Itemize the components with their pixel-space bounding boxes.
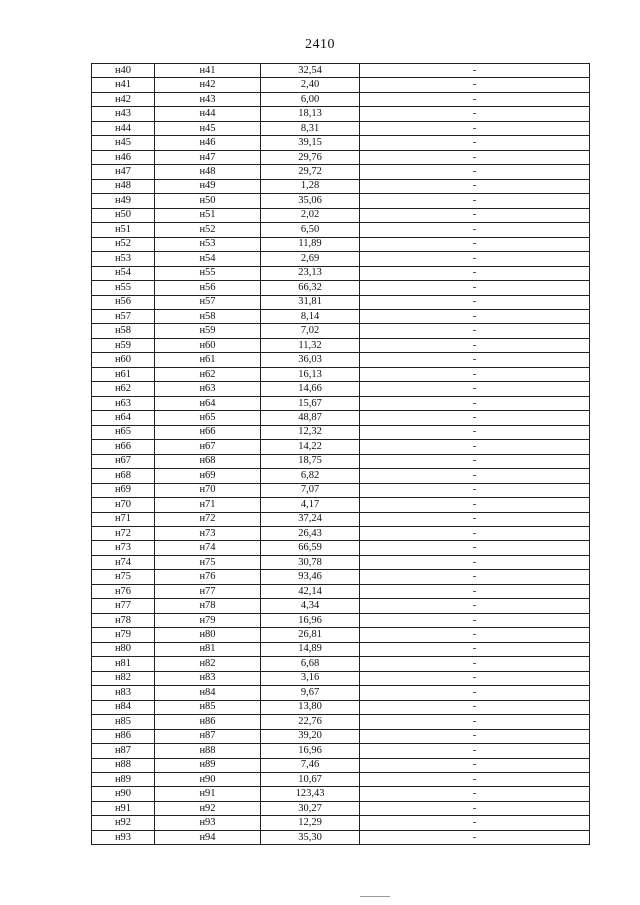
table-row — [92, 252, 590, 266]
length-cell: 4,34 — [261, 599, 360, 613]
length-cell: 32,54 — [261, 64, 360, 78]
table-row — [92, 801, 590, 815]
point-to-cell: н72 — [155, 512, 261, 526]
point-from-cell: н91 — [92, 801, 155, 815]
note-cell: - — [360, 223, 590, 237]
length-cell: 11,32 — [261, 338, 360, 352]
point-from-cell: н49 — [92, 194, 155, 208]
note-cell: - — [360, 570, 590, 584]
table-row — [92, 469, 590, 483]
table-row — [92, 555, 590, 569]
point-from-cell: н75 — [92, 570, 155, 584]
point-to-cell: н90 — [155, 772, 261, 786]
note-cell: - — [360, 642, 590, 656]
point-to-cell: н91 — [155, 787, 261, 801]
table-row — [92, 281, 590, 295]
note-cell: - — [360, 816, 590, 830]
point-from-cell: н70 — [92, 498, 155, 512]
length-cell: 39,20 — [261, 729, 360, 743]
point-from-cell: н76 — [92, 584, 155, 598]
note-cell: - — [360, 599, 590, 613]
note-cell: - — [360, 136, 590, 150]
table-row — [92, 440, 590, 454]
point-from-cell: н48 — [92, 179, 155, 193]
point-from-cell: н78 — [92, 613, 155, 627]
point-to-cell: н47 — [155, 150, 261, 164]
table-row — [92, 121, 590, 135]
note-cell: - — [360, 440, 590, 454]
point-to-cell: н51 — [155, 208, 261, 222]
length-cell: 10,67 — [261, 772, 360, 786]
length-cell: 1,28 — [261, 179, 360, 193]
table-row — [92, 498, 590, 512]
point-to-cell: н65 — [155, 411, 261, 425]
length-cell: 66,59 — [261, 541, 360, 555]
note-cell: - — [360, 266, 590, 280]
note-cell: - — [360, 64, 590, 78]
point-to-cell: н48 — [155, 165, 261, 179]
point-from-cell: н81 — [92, 657, 155, 671]
point-from-cell: н45 — [92, 136, 155, 150]
table-row — [92, 223, 590, 237]
length-cell: 93,46 — [261, 570, 360, 584]
note-cell: - — [360, 715, 590, 729]
table-row — [92, 396, 590, 410]
point-from-cell: н83 — [92, 686, 155, 700]
point-from-cell: н61 — [92, 367, 155, 381]
table-row — [92, 527, 590, 541]
point-from-cell: н73 — [92, 541, 155, 555]
length-cell: 6,00 — [261, 92, 360, 106]
point-from-cell: н92 — [92, 816, 155, 830]
point-from-cell: н65 — [92, 425, 155, 439]
point-to-cell: н52 — [155, 223, 261, 237]
point-from-cell: н85 — [92, 715, 155, 729]
point-from-cell: н54 — [92, 266, 155, 280]
length-cell: 7,07 — [261, 483, 360, 497]
length-cell: 66,32 — [261, 281, 360, 295]
point-to-cell: н63 — [155, 382, 261, 396]
note-cell: - — [360, 555, 590, 569]
point-from-cell: н63 — [92, 396, 155, 410]
length-cell: 30,27 — [261, 801, 360, 815]
note-cell: - — [360, 367, 590, 381]
note-cell: - — [360, 700, 590, 714]
point-from-cell: н88 — [92, 758, 155, 772]
table-row — [92, 584, 590, 598]
point-to-cell: н58 — [155, 309, 261, 323]
point-to-cell: н69 — [155, 469, 261, 483]
point-from-cell: н82 — [92, 671, 155, 685]
point-from-cell: н50 — [92, 208, 155, 222]
point-to-cell: н67 — [155, 440, 261, 454]
length-cell: 48,87 — [261, 411, 360, 425]
point-from-cell: н74 — [92, 555, 155, 569]
note-cell: - — [360, 671, 590, 685]
table-row — [92, 512, 590, 526]
scan-mark — [360, 896, 390, 897]
length-cell: 7,02 — [261, 324, 360, 338]
page-number: 2410 — [305, 37, 335, 52]
length-cell: 31,81 — [261, 295, 360, 309]
note-cell: - — [360, 295, 590, 309]
point-to-cell: н79 — [155, 613, 261, 627]
table-row — [92, 266, 590, 280]
note-cell: - — [360, 281, 590, 295]
length-cell: 2,02 — [261, 208, 360, 222]
table-row — [92, 179, 590, 193]
length-cell: 12,29 — [261, 816, 360, 830]
note-cell: - — [360, 411, 590, 425]
note-cell: - — [360, 179, 590, 193]
table-row — [92, 165, 590, 179]
length-cell: 18,13 — [261, 107, 360, 121]
point-from-cell: н51 — [92, 223, 155, 237]
point-to-cell: н68 — [155, 454, 261, 468]
note-cell: - — [360, 512, 590, 526]
note-cell: - — [360, 338, 590, 352]
point-from-cell: н84 — [92, 700, 155, 714]
table-row — [92, 657, 590, 671]
point-from-cell: н59 — [92, 338, 155, 352]
note-cell: - — [360, 657, 590, 671]
note-cell: - — [360, 425, 590, 439]
table-row — [92, 353, 590, 367]
table-body — [92, 64, 590, 845]
table-row — [92, 483, 590, 497]
point-from-cell: н57 — [92, 309, 155, 323]
length-cell: 35,30 — [261, 830, 360, 844]
length-cell: 22,76 — [261, 715, 360, 729]
table-row — [92, 715, 590, 729]
point-from-cell: н66 — [92, 440, 155, 454]
note-cell: - — [360, 92, 590, 106]
point-to-cell: н78 — [155, 599, 261, 613]
point-to-cell: н85 — [155, 700, 261, 714]
table-row — [92, 772, 590, 786]
note-cell: - — [360, 686, 590, 700]
note-cell: - — [360, 107, 590, 121]
point-from-cell: н79 — [92, 628, 155, 642]
point-to-cell: н93 — [155, 816, 261, 830]
length-cell: 18,75 — [261, 454, 360, 468]
note-cell: - — [360, 469, 590, 483]
note-cell: - — [360, 396, 590, 410]
point-from-cell: н47 — [92, 165, 155, 179]
point-from-cell: н46 — [92, 150, 155, 164]
table-row — [92, 382, 590, 396]
note-cell: - — [360, 498, 590, 512]
point-to-cell: н49 — [155, 179, 261, 193]
point-from-cell: н62 — [92, 382, 155, 396]
length-cell: 16,13 — [261, 367, 360, 381]
point-from-cell: н86 — [92, 729, 155, 743]
length-cell: 13,80 — [261, 700, 360, 714]
table-row — [92, 208, 590, 222]
table-row — [92, 92, 590, 106]
point-from-cell: н93 — [92, 830, 155, 844]
length-cell: 42,14 — [261, 584, 360, 598]
length-cell: 29,72 — [261, 165, 360, 179]
table-row — [92, 816, 590, 830]
point-from-cell: н55 — [92, 281, 155, 295]
table-row — [92, 136, 590, 150]
note-cell: - — [360, 121, 590, 135]
length-cell: 2,69 — [261, 252, 360, 266]
point-to-cell: н83 — [155, 671, 261, 685]
point-from-cell: н80 — [92, 642, 155, 656]
point-from-cell: н56 — [92, 295, 155, 309]
point-to-cell: н84 — [155, 686, 261, 700]
point-to-cell: н43 — [155, 92, 261, 106]
point-from-cell: н42 — [92, 92, 155, 106]
table-row — [92, 454, 590, 468]
note-cell: - — [360, 309, 590, 323]
point-from-cell: н58 — [92, 324, 155, 338]
note-cell: - — [360, 628, 590, 642]
note-cell: - — [360, 454, 590, 468]
note-cell: - — [360, 584, 590, 598]
table-row — [92, 425, 590, 439]
length-cell: 16,96 — [261, 744, 360, 758]
length-cell: 36,03 — [261, 353, 360, 367]
note-cell: - — [360, 527, 590, 541]
point-from-cell: н67 — [92, 454, 155, 468]
point-to-cell: н74 — [155, 541, 261, 555]
length-cell: 8,31 — [261, 121, 360, 135]
point-from-cell: н72 — [92, 527, 155, 541]
length-cell: 14,22 — [261, 440, 360, 454]
point-to-cell: н46 — [155, 136, 261, 150]
point-to-cell: н53 — [155, 237, 261, 251]
length-cell: 123,43 — [261, 787, 360, 801]
table-row — [92, 150, 590, 164]
point-to-cell: н73 — [155, 527, 261, 541]
length-cell: 35,06 — [261, 194, 360, 208]
point-to-cell: н87 — [155, 729, 261, 743]
point-to-cell: н62 — [155, 367, 261, 381]
table-row — [92, 295, 590, 309]
length-cell: 11,89 — [261, 237, 360, 251]
table-row — [92, 367, 590, 381]
table-row — [92, 64, 590, 78]
note-cell: - — [360, 382, 590, 396]
note-cell: - — [360, 252, 590, 266]
point-to-cell: н57 — [155, 295, 261, 309]
point-from-cell: н71 — [92, 512, 155, 526]
length-cell: 7,46 — [261, 758, 360, 772]
note-cell: - — [360, 541, 590, 555]
length-cell: 16,96 — [261, 613, 360, 627]
length-cell: 3,16 — [261, 671, 360, 685]
note-cell: - — [360, 194, 590, 208]
length-cell: 37,24 — [261, 512, 360, 526]
note-cell: - — [360, 744, 590, 758]
length-cell: 15,67 — [261, 396, 360, 410]
point-to-cell: н70 — [155, 483, 261, 497]
point-from-cell: н77 — [92, 599, 155, 613]
point-to-cell: н44 — [155, 107, 261, 121]
table-row — [92, 613, 590, 627]
length-cell: 6,82 — [261, 469, 360, 483]
table-row — [92, 599, 590, 613]
note-cell: - — [360, 772, 590, 786]
point-to-cell: н76 — [155, 570, 261, 584]
point-from-cell: н52 — [92, 237, 155, 251]
point-to-cell: н59 — [155, 324, 261, 338]
point-from-cell: н69 — [92, 483, 155, 497]
note-cell: - — [360, 78, 590, 92]
point-to-cell: н66 — [155, 425, 261, 439]
point-to-cell: н56 — [155, 281, 261, 295]
table-row — [92, 686, 590, 700]
length-cell: 6,68 — [261, 657, 360, 671]
length-cell: 6,50 — [261, 223, 360, 237]
table-row — [92, 671, 590, 685]
table-row — [92, 642, 590, 656]
point-to-cell: н88 — [155, 744, 261, 758]
note-cell: - — [360, 830, 590, 844]
table-row — [92, 107, 590, 121]
length-cell: 26,43 — [261, 527, 360, 541]
point-to-cell: н61 — [155, 353, 261, 367]
point-to-cell: н50 — [155, 194, 261, 208]
length-cell: 39,15 — [261, 136, 360, 150]
point-to-cell: н75 — [155, 555, 261, 569]
point-to-cell: н80 — [155, 628, 261, 642]
point-from-cell: н43 — [92, 107, 155, 121]
table-row — [92, 830, 590, 844]
length-cell: 23,13 — [261, 266, 360, 280]
point-to-cell: н94 — [155, 830, 261, 844]
point-from-cell: н53 — [92, 252, 155, 266]
length-cell: 9,67 — [261, 686, 360, 700]
point-to-cell: н45 — [155, 121, 261, 135]
table-row — [92, 744, 590, 758]
note-cell: - — [360, 353, 590, 367]
length-cell: 29,76 — [261, 150, 360, 164]
point-to-cell: н82 — [155, 657, 261, 671]
table-row — [92, 309, 590, 323]
table-row — [92, 411, 590, 425]
table-row — [92, 729, 590, 743]
length-cell: 8,14 — [261, 309, 360, 323]
point-to-cell: н86 — [155, 715, 261, 729]
length-cell: 4,17 — [261, 498, 360, 512]
table-row — [92, 541, 590, 555]
point-to-cell: н54 — [155, 252, 261, 266]
point-to-cell: н41 — [155, 64, 261, 78]
point-from-cell: н44 — [92, 121, 155, 135]
note-cell: - — [360, 165, 590, 179]
point-to-cell: н55 — [155, 266, 261, 280]
table-row — [92, 700, 590, 714]
note-cell: - — [360, 801, 590, 815]
point-to-cell: н81 — [155, 642, 261, 656]
note-cell: - — [360, 787, 590, 801]
table-row — [92, 194, 590, 208]
note-cell: - — [360, 758, 590, 772]
point-to-cell: н77 — [155, 584, 261, 598]
length-cell: 26,81 — [261, 628, 360, 642]
length-cell: 30,78 — [261, 555, 360, 569]
length-cell: 14,66 — [261, 382, 360, 396]
table-row — [92, 324, 590, 338]
table-row — [92, 570, 590, 584]
length-cell: 14,89 — [261, 642, 360, 656]
table-row — [92, 338, 590, 352]
point-to-cell: н42 — [155, 78, 261, 92]
note-cell: - — [360, 208, 590, 222]
point-from-cell: н60 — [92, 353, 155, 367]
point-to-cell: н92 — [155, 801, 261, 815]
table-row — [92, 758, 590, 772]
note-cell: - — [360, 237, 590, 251]
point-from-cell: н87 — [92, 744, 155, 758]
boundary-points-table — [91, 63, 590, 845]
point-to-cell: н60 — [155, 338, 261, 352]
point-to-cell: н89 — [155, 758, 261, 772]
point-from-cell: н89 — [92, 772, 155, 786]
length-cell: 12,32 — [261, 425, 360, 439]
point-from-cell: н90 — [92, 787, 155, 801]
length-cell: 2,40 — [261, 78, 360, 92]
point-to-cell: н64 — [155, 396, 261, 410]
note-cell: - — [360, 613, 590, 627]
point-from-cell: н41 — [92, 78, 155, 92]
note-cell: - — [360, 729, 590, 743]
note-cell: - — [360, 324, 590, 338]
table-row — [92, 628, 590, 642]
table-row — [92, 78, 590, 92]
note-cell: - — [360, 483, 590, 497]
table-row — [92, 787, 590, 801]
point-from-cell: н68 — [92, 469, 155, 483]
point-to-cell: н71 — [155, 498, 261, 512]
point-from-cell: н64 — [92, 411, 155, 425]
note-cell: - — [360, 150, 590, 164]
table-row — [92, 237, 590, 251]
point-from-cell: н40 — [92, 64, 155, 78]
